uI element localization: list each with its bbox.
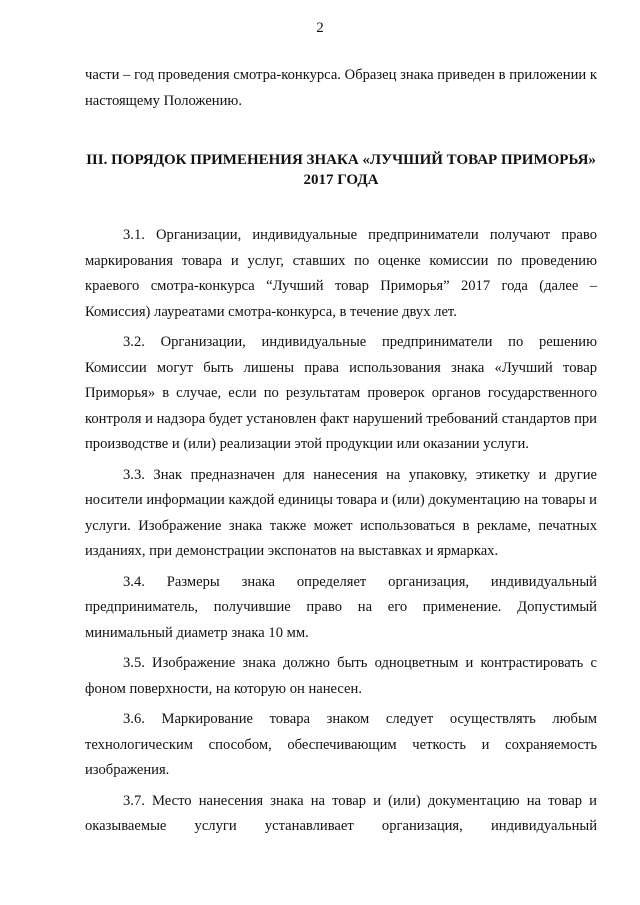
paragraph-3-6: 3.6. Маркирование товара знаком следует осуществлять любым технологическим способом, обеспечивающим четкость и сохраняемость изображения.: [85, 711, 597, 778]
page-content: [85, 63, 597, 845]
paragraph-3-3: 3.3. Знак предназначен для нанесения на упаковку, этикетку и другие носители информации каждой единицы товара и (или) документацию на товары и услуги. Изображение знака также может использоваться в рекламе, печатных изданиях, при демонстрации экспонатов на выставках и ярмарках.: [85, 466, 597, 559]
section-heading-line-2: 2017 ГОДА: [303, 172, 379, 188]
paragraph-3-7: 3.7. Место нанесения знака на товар и (или) документацию на товар и оказываемые услуги устанавливает организация, индивидуальный: [85, 792, 597, 834]
paragraph-3-5: 3.5. Изображение знака должно быть одноцветным и контрастировать с фоном поверхности, на которую он нанесен.: [85, 655, 597, 697]
section-heading-line-1: III. ПОРЯДОК ПРИМЕНЕНИЯ ЗНАКА «ЛУЧШИЙ ТОВАР ПРИМОРЬЯ»: [86, 152, 596, 168]
paragraph-3-2: 3.2. Организации, индивидуальные предприниматели по решению Комиссии могут быть лишены права использования знака «Лучший товар Приморья» в случае, если по результатам проверок органов государственного контроля и надзора будет установлен факт нарушений требований стандартов при производстве и (или) реализации этой продукции или оказании услуги.: [85, 334, 597, 452]
section-heading: [85, 150, 597, 190]
paragraph-3-1: 3.1. Организации, индивидуальные предприниматели получают право маркирования товара и услуг, ставших по оценке комиссии по проведению краевого смотра-конкурса “Лучший товар Приморья” 2017 года (далее – Комиссия) лауреатами смотра-конкурса, в течение двух лет.: [85, 227, 597, 320]
page-number: 2: [316, 20, 324, 36]
paragraph-3-4: 3.4. Размеры знака определяет организация, индивидуальный предприниматель, получившие право на его применение. Допустимый минимальный диаметр знака 10 мм.: [85, 573, 597, 641]
continuation-paragraph: части – год проведения смотра-конкурса. Образец знака приведен в приложении к настоящему Положению.: [85, 67, 597, 109]
